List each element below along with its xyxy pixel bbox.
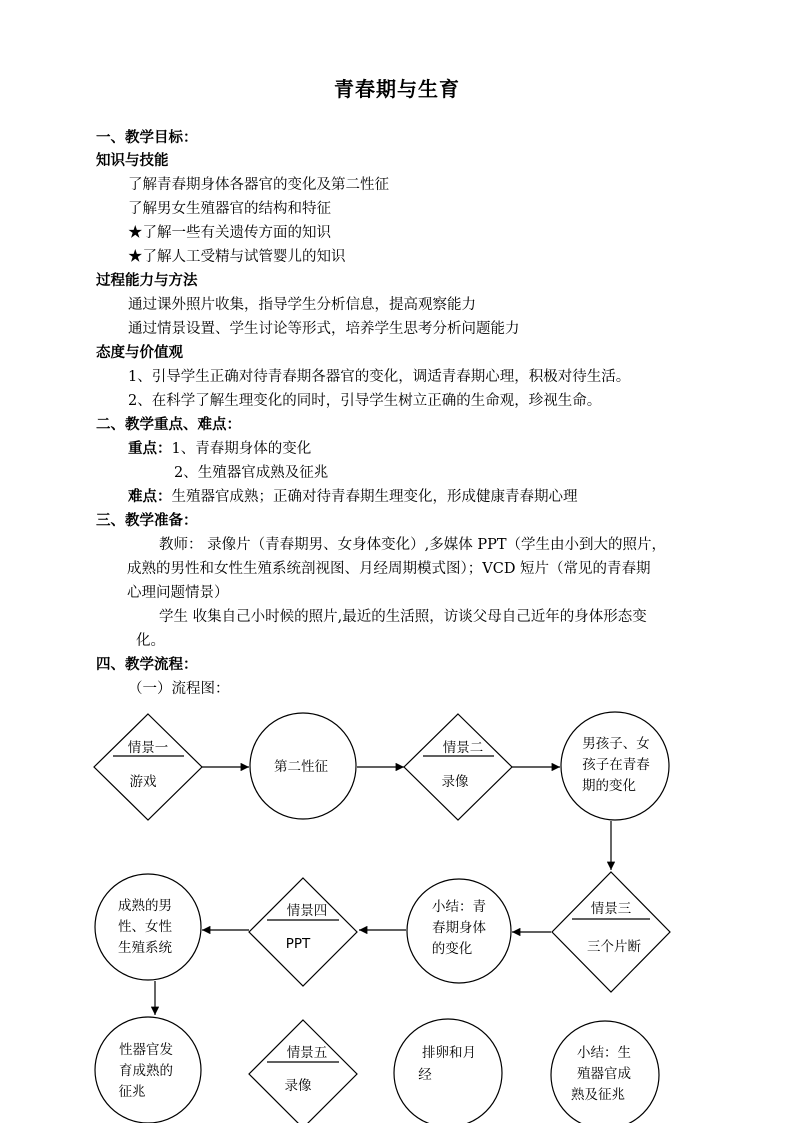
flow-circle-6-line: 经 (418, 1067, 432, 1083)
key-item: 2、生殖器官成熟及征兆 (174, 465, 329, 481)
flow-circle-6 (394, 1019, 502, 1123)
section-heading-key-points: 二、教学重点、难点： (96, 416, 241, 433)
flow-circle-7-line: 殖器官成 (577, 1066, 631, 1082)
flow-circle-5-line: 性器官发 (119, 1042, 173, 1058)
teacher-prep-line: 教师： 录像片（青春期男、女身体变化）,多媒体 PPT（学生由小到大的照片， (159, 537, 667, 553)
flow-diamond-2-bottom: 录像 (441, 774, 469, 790)
knowledge-item: ★了解人工受精与试管婴儿的知识 (128, 249, 346, 265)
flow-circle-4-line: 性、女性 (118, 919, 172, 935)
knowledge-item: 了解青春期身体各器官的变化及第二性征 (128, 177, 389, 193)
flow-diamond-4-bottom: PPT (285, 936, 311, 952)
section-heading-objectives: 一、教学目标： (96, 129, 198, 146)
flow-circle-2-line: 男孩子、女 (582, 736, 650, 752)
section-heading-preparation: 三、教学准备： (96, 512, 198, 529)
key-label: 重点： (128, 440, 172, 457)
difficulty-label: 难点： (128, 488, 172, 505)
difficulty-text: 生殖器官成熟；正确对待青春期生理变化，形成健康青春期心理 (171, 489, 578, 505)
flow-diamond-2-top: 情景二 (442, 740, 484, 756)
flow-diamond-3 (552, 872, 670, 992)
flow-circle-3-line: 春期身体 (432, 920, 486, 936)
flowchart-caption: （一）流程图： (128, 681, 230, 697)
flow-diamond-1-top: 情景一 (127, 740, 169, 756)
flow-diamond-5 (249, 1020, 357, 1123)
knowledge-item: 了解男女生殖器官的结构和特征 (128, 201, 331, 217)
flow-circle-3-line: 的变化 (431, 941, 473, 957)
flow-circle-7-line: 小结：生 (577, 1045, 631, 1061)
student-prep-line: 化。 (136, 633, 165, 649)
flow-diamond-2 (404, 714, 512, 820)
flow-circle-6-line: 排卵和月 (422, 1045, 476, 1061)
subheading-process: 过程能力与方法 (96, 272, 198, 289)
flow-diamond-3-top: 情景三 (590, 901, 632, 917)
knowledge-item: ★了解一些有关遗传方面的知识 (128, 225, 331, 241)
flow-circle-7-line: 熟及征兆 (571, 1087, 625, 1103)
flow-diamond-5-top: 情景五 (286, 1045, 328, 1061)
subheading-attitude: 态度与价值观 (96, 344, 183, 361)
flow-circle-1-label: 第二性征 (274, 759, 328, 775)
flow-circle-4-line: 生殖系统 (118, 940, 172, 956)
attitude-item: 1、引导学生正确对待青春期各器官的变化，调适青春期心理，积极对待生活。 (128, 369, 631, 385)
flow-circle-4-line: 成熟的男 (118, 898, 172, 914)
flow-circle-5-line: 育成熟的 (119, 1063, 173, 1079)
key-item: 1、青春期身体的变化 (171, 441, 312, 457)
teacher-prep-line: 成熟的男性和女性生殖系统剖视图、月经周期模式图）；VCD 短片（常见的青春期 (127, 561, 651, 577)
flow-diamond-5-bottom: 录像 (284, 1078, 312, 1094)
flow-diamond-4-top: 情景四 (286, 903, 328, 919)
flow-circle-3-line: 小结：青 (432, 899, 486, 915)
flow-circle-5-line: 征兆 (118, 1084, 146, 1100)
subheading-knowledge: 知识与技能 (96, 152, 169, 169)
process-item: 通过情景设置、学生讨论等形式，培养学生思考分析问题能力 (128, 321, 520, 337)
student-prep-line: 学生 收集自己小时候的照片,最近的生活照，访谈父母自己近年的身体形态变 (159, 609, 647, 625)
process-item: 通过课外照片收集，指导学生分析信息，提高观察能力 (128, 297, 476, 313)
section-heading-flow: 四、教学流程： (96, 656, 198, 673)
flow-circle-2-line: 期的变化 (582, 778, 636, 794)
flow-circle-2-line: 孩子在青春 (582, 757, 650, 773)
page-title: 青春期与生育 (334, 77, 460, 101)
flow-diamond-1 (94, 714, 202, 820)
flow-diamond-1-bottom: 游戏 (129, 774, 157, 790)
flow-diamond-4 (249, 878, 357, 986)
attitude-item: 2、在科学了解生理变化的同时，引导学生树立正确的生命观，珍视生命。 (128, 393, 602, 409)
flow-diamond-3-bottom: 三个片断 (587, 939, 641, 955)
teacher-prep-line: 心理问题情景） (127, 585, 229, 601)
